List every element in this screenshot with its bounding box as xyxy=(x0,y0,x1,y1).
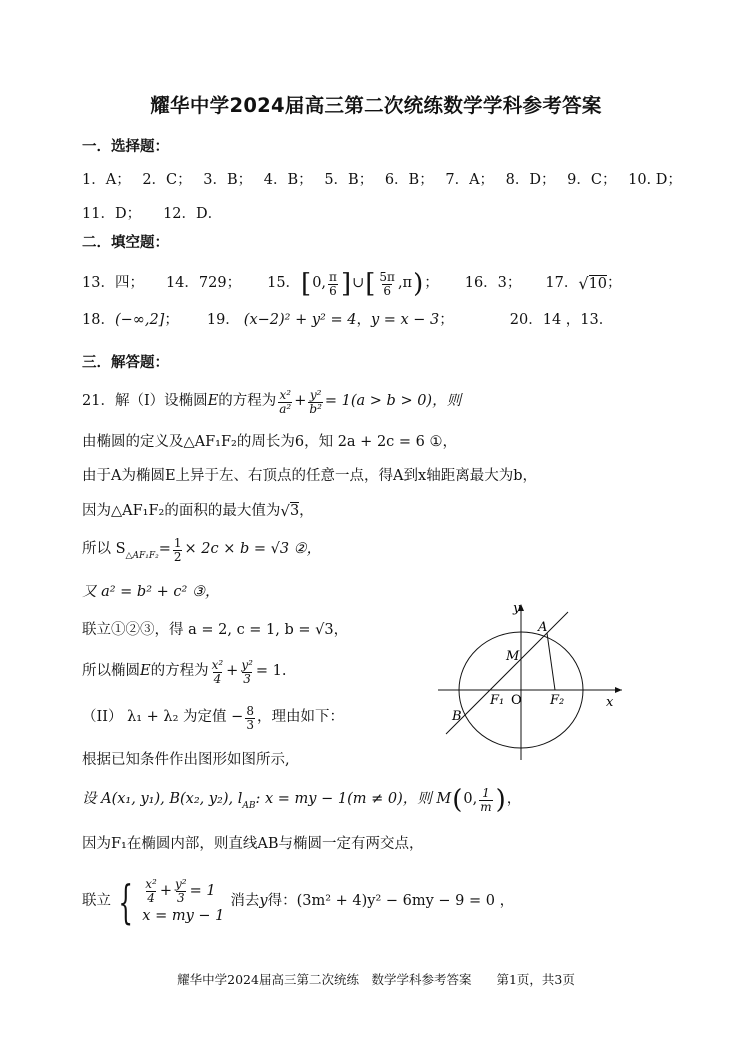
solution-line-6: 又 a² = b² + c² ③， xyxy=(82,584,220,600)
choice-answer: 11．D； xyxy=(82,206,142,222)
label-b: B xyxy=(452,709,462,724)
fill-answer-14: 14．729； xyxy=(165,275,242,292)
solution-line-13: 联立 { $\frac{\text{x²}}{4}$ + $\frac{\text{y²}}{3}$ = 1 x = my − 1 消去 y 得：(3m² + 4)y² − 6my − 9 = 0 ， xyxy=(82,875,515,929)
choice-answer: 9．C； xyxy=(567,172,617,188)
fill-answer-16: 16．3； xyxy=(464,275,522,292)
fill-answer-15: 15． [ 0, $\frac{\pi}{6}$ ] ∪ [ $\frac{5\pi}{6}$ ,π ) ； xyxy=(267,269,439,299)
solution-line-10: 根据已知条件作出图形如图所示, xyxy=(82,752,290,768)
line-ab xyxy=(446,612,568,734)
solution-line-7: 联立①②③，得 a = 2, c = 1, b = √3， xyxy=(82,622,349,638)
fill-answers-row-1 xyxy=(82,264,622,304)
label-f1: F₁ xyxy=(490,693,505,708)
label-o: O xyxy=(511,693,522,708)
solution-line-2: 由椭圆的定义及△AF₁F₂的周长为6，知 2a + 2c = 6 ①， xyxy=(82,434,457,450)
ellipse-figure xyxy=(434,598,630,764)
label-y: y xyxy=(513,601,521,616)
fill-answer-20: 20．14 ，13． xyxy=(509,312,614,328)
label-a: A xyxy=(538,620,548,635)
section-solve-heading: 三．解答题： xyxy=(82,354,169,371)
solution-line-3: 由于A为椭圆E上异于左、右顶点的任意一点，得A到x轴距离最大为b， xyxy=(82,468,537,484)
choice-answer: 1．A； xyxy=(82,172,131,188)
page-title: 耀华中学2024届高三第二次统练数学学科参考答案 xyxy=(150,94,602,117)
solution-line-9: （II） λ₁ + λ₂ 为定值 − $\frac{8}{3}$ ，理由如下： xyxy=(82,703,344,732)
section-choice-heading: 一．选择题： xyxy=(82,138,169,155)
solution-line-11: 设 A(x₁, y₁), B(x₂, y₂), l AB : x = my − 1(m ≠ 0)，则 M ( 0, $\frac{1}{m}$ ) ， xyxy=(82,785,522,815)
choice-answer: 6．B； xyxy=(384,172,434,188)
choice-answers-row-2 xyxy=(82,206,222,223)
choice-answer: 5．B； xyxy=(324,172,374,188)
choice-answer: 7．A； xyxy=(445,172,495,188)
section-fill-heading: 二．填空题： xyxy=(82,234,169,251)
choice-answer: 12．D． xyxy=(163,206,223,222)
fill-answers-row-2 xyxy=(82,312,613,329)
fill-answer-19: 19． (x−2)² + y² = 4 ， y = x − 3 ； xyxy=(206,312,454,328)
choice-answer: 4．B； xyxy=(263,172,313,188)
fill-answer-18: 18． (−∞,2] ； xyxy=(82,312,179,328)
fill-answer-17: 17． √ 10 ； xyxy=(545,274,622,294)
label-x: x xyxy=(606,695,614,710)
page-footer: 耀华中学2024届高三第二次统练 数学学科参考答案 第1页，共3页 xyxy=(177,972,575,987)
solution-line-8: 所以椭圆 E 的方程为 $\frac{\text{x²}}{4}$ + $\frac{\text{y²}}{3}$ = 1. xyxy=(82,657,287,686)
solution-line-4: 因为△AF₁F₂的面积的最大值为 √ 3 ， xyxy=(82,502,314,521)
label-f2: F₂ xyxy=(550,693,565,708)
solution-line-1: 21．解（I）设椭圆 E 的方程为 $\frac{\text{x²}}{\text{a²}}$ + $\frac{\text{y²}}{\text{b²}}$ = 1(a > b > 0)，则 xyxy=(82,387,462,416)
choice-answer: 3．B； xyxy=(203,172,253,188)
solution-line-5: 所以 S △AF₁F₂ = $\frac{1}{2}$ × 2c × b = √3 ②， xyxy=(82,535,322,564)
segment-af2 xyxy=(547,633,555,690)
fill-answer-13: 13．四； xyxy=(82,275,144,292)
choice-answer: 2．C； xyxy=(142,172,192,188)
solution-line-12: 因为F₁在椭圆内部，则直线AB与椭圆一定有两交点， xyxy=(82,836,424,852)
label-m: M xyxy=(506,649,520,664)
x-axis-arrow xyxy=(615,687,622,693)
choice-answer: 8．D； xyxy=(505,172,556,188)
choice-answer: 10. D； xyxy=(628,172,682,188)
choice-answers-row-1 xyxy=(82,172,682,189)
